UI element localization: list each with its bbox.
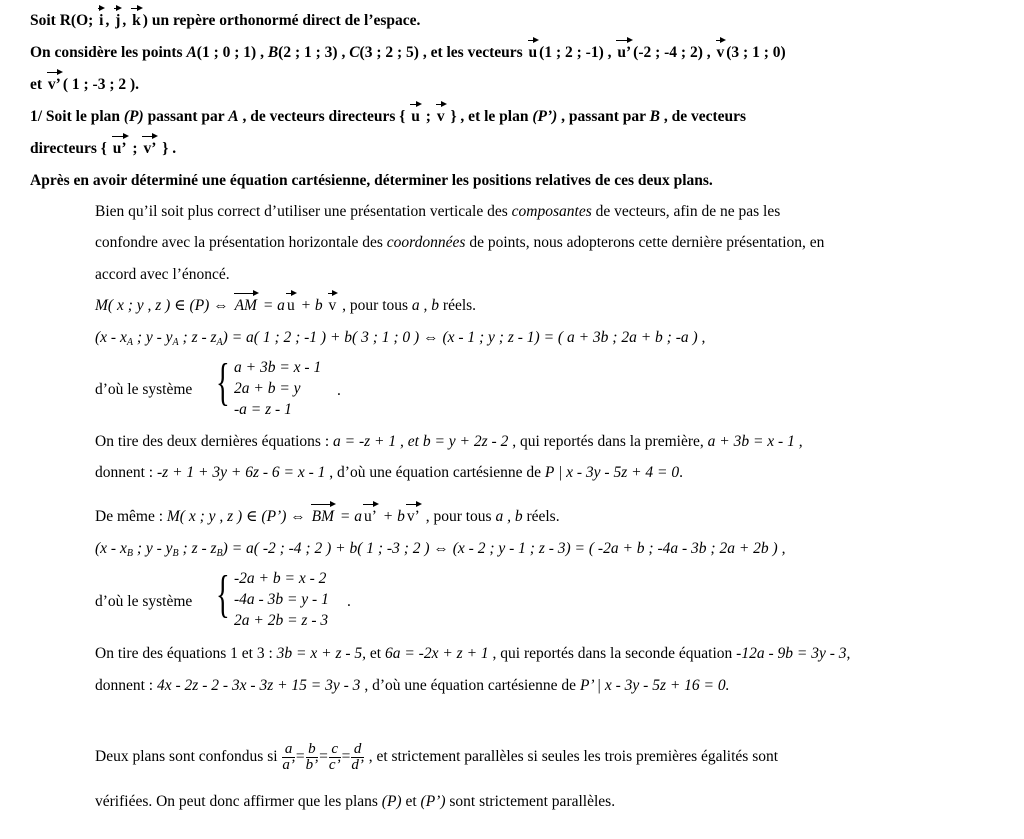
system-1-row-1: a + 3b = x - 1 xyxy=(234,359,322,376)
statement-text: 1/ Soit le plan xyxy=(30,108,121,125)
conclusion-line-2 xyxy=(95,792,615,812)
text: et xyxy=(405,793,417,810)
subscript: A xyxy=(216,337,223,348)
point-a-coords: (1 ; 0 ; 1) , xyxy=(196,44,264,61)
coordinate-equation-p xyxy=(95,328,705,348)
point-a-name: A xyxy=(186,44,197,61)
text: sont strictement parallèles. xyxy=(449,793,616,810)
fraction-d xyxy=(351,742,364,773)
vector-v: v xyxy=(716,44,725,61)
vector-u: u xyxy=(286,297,295,314)
text: réels. xyxy=(442,297,477,314)
statement-text: } , et le plan xyxy=(450,108,529,125)
numerator: c xyxy=(329,742,341,758)
vector-u-prime: u’ xyxy=(364,508,377,525)
statement-text: , de vecteurs xyxy=(663,108,747,125)
equals-sign: = xyxy=(319,748,328,765)
statement-text: On considère les points xyxy=(30,44,183,61)
system-1-row-2: 2a + b = y xyxy=(234,380,301,397)
statement-line-2 xyxy=(30,43,786,63)
derivation-line-p-prime-1 xyxy=(95,644,850,664)
statement-line-1: Soit R(O; i , j , k ) un repère orthonormé direct de l’espace. xyxy=(30,12,421,29)
conclusion-line-1 xyxy=(95,737,778,777)
subscript: B xyxy=(172,548,179,559)
text: réels. xyxy=(526,508,560,525)
vector-i: i xyxy=(99,12,104,29)
subscript: A xyxy=(172,337,179,348)
text: ) = a( -2 ; -4 ; 2 ) + b( 1 ; -3 ; 2 ) ⇔ (x - 2 ; y - 1 ; z - 3) = ( -2a + b ; -4a - 3b ; 2a + 2b ) , xyxy=(222,540,786,557)
question-1-line-1 xyxy=(30,107,746,127)
statement-text: directeurs { xyxy=(30,140,107,157)
math: a = -z + 1 , et xyxy=(333,433,419,450)
text: de points, nous adopterons cette dernière présentation, en xyxy=(469,234,825,251)
left-brace: { xyxy=(216,566,230,623)
text: ) = a( 1 ; 2 ; -1 ) + b( 3 ; 1 ; 0 ) ⇔ (x - 1 ; y ; z - 1) = ( a + 3b ; 2a + b ; -a ) , xyxy=(222,329,706,346)
text: donnent : xyxy=(95,677,154,694)
text: Deux plans sont confondus si xyxy=(95,748,278,765)
cartesian-equation-p-prime: P’ | x - 3y - 5z + 16 = 0. xyxy=(579,677,730,694)
system-1-end: . xyxy=(337,382,341,399)
text: (x - x xyxy=(95,540,127,557)
vector-j: j xyxy=(115,12,121,29)
point-b-coords: (2 ; 1 ; 3) , xyxy=(278,44,346,61)
math: a + 3b = x - 1 , xyxy=(707,433,803,450)
solution-paragraph-line-1 xyxy=(95,202,780,222)
math: 4x - 2z - 2 - 3x - 3z + 15 = 3y - 3 xyxy=(157,677,361,694)
text: confondre avec la présentation horizontale des xyxy=(95,234,383,251)
separator: ; xyxy=(425,108,431,125)
text: (x - x xyxy=(95,329,127,346)
text-italic: composantes xyxy=(511,203,592,220)
statement-text: , passant par xyxy=(561,108,646,125)
membership-condition: M( x ; y , z ) ∈ (P’) ⇔ xyxy=(166,508,306,525)
vector-v-prime: v’ xyxy=(143,140,157,157)
statement-text: et xyxy=(30,76,43,93)
fraction-a xyxy=(282,742,295,773)
numerator: d xyxy=(351,742,364,758)
text: , et strictement parallèles si seules les trois premières égalités sont xyxy=(368,748,779,765)
text: Bien qu’il soit plus correct d’utiliser une présentation verticale des xyxy=(95,203,508,220)
derivation-line-p-1 xyxy=(95,432,803,452)
text: de vecteurs, afin de ne pas les xyxy=(595,203,781,220)
statement-text: } . xyxy=(162,140,177,157)
subscript: B xyxy=(216,548,223,559)
text: donnent : xyxy=(95,464,154,481)
statement-text: passant par xyxy=(147,108,225,125)
vector-u: u xyxy=(411,108,420,125)
question-1-instruction: Après en avoir déterminé une équation cartésienne, déterminer les positions relatives de ces deux plans. xyxy=(30,172,713,189)
vector-k: k xyxy=(132,12,141,29)
text: ; z - z xyxy=(182,540,217,557)
membership-condition: M( x ; y , z ) ∈ (P) ⇔ xyxy=(95,297,229,314)
point-a-name: A xyxy=(228,108,239,125)
equivalence-line-p xyxy=(95,296,476,316)
system-2-row-3: 2a + 2b = z - 3 xyxy=(234,612,329,629)
separator: ; xyxy=(132,140,138,157)
coordinate-equation-p-prime xyxy=(95,539,785,559)
text: + b xyxy=(300,297,323,314)
system-1-row-3: -a = z - 1 xyxy=(234,401,292,418)
text: , qui reportés dans la seconde équation xyxy=(492,645,733,662)
fraction-c xyxy=(329,742,341,773)
vector-u-coords: (1 ; 2 ; -1) , xyxy=(539,44,612,61)
subscript: B xyxy=(126,548,133,559)
plane-p: (P) xyxy=(381,793,402,810)
plane-p-prime: (P’) xyxy=(532,108,558,125)
text: ; z - z xyxy=(182,329,217,346)
question-1-line-2 xyxy=(30,139,176,159)
vector-u-prime: u’ xyxy=(112,140,127,157)
text: et xyxy=(369,645,382,662)
subscript: A xyxy=(126,337,133,348)
denominator: a’ xyxy=(282,756,295,773)
vector-u: u xyxy=(528,44,538,61)
math: -12a - 9b = 3y - 3, xyxy=(736,645,851,662)
equals-sign: = xyxy=(341,748,351,765)
denominator: c’ xyxy=(328,756,341,773)
statement-text: , de vecteurs directeurs { xyxy=(242,108,406,125)
plane-p-prime: (P’) xyxy=(420,793,446,810)
text: ; y - y xyxy=(136,540,173,557)
vector-u-prime: u’ xyxy=(617,44,632,61)
derivation-line-p-prime-2 xyxy=(95,676,730,696)
cartesian-equation-p: P | x - 3y - 5z + 4 = 0 xyxy=(544,464,680,481)
vector-v: v xyxy=(436,108,445,125)
text: On tire des deux dernières équations : xyxy=(95,433,330,450)
system-1-label: d’où le système xyxy=(95,381,193,398)
solution-paragraph-line-3: accord avec l’énoncé. xyxy=(95,266,230,283)
vector-bm: BM xyxy=(311,508,335,525)
vector-am: AM xyxy=(234,297,257,314)
fraction-b xyxy=(306,742,319,773)
equivalence-line-p-prime xyxy=(95,507,560,527)
text: , d’où une équation cartésienne de xyxy=(364,677,577,694)
denominator: d’ xyxy=(351,756,364,773)
system-2-row-2: -4a - 3b = y - 1 xyxy=(234,591,329,608)
vector-v: v xyxy=(328,297,337,314)
point-c-coords: (3 ; 2 ; 5) , et les vecteurs xyxy=(359,44,523,61)
text: De même : xyxy=(95,508,164,525)
point-b-name: B xyxy=(649,108,660,125)
math: 6a = -2x + z + 1 xyxy=(384,645,489,662)
point-c-name: C xyxy=(349,44,360,61)
text: , qui reportés dans la première, xyxy=(512,433,704,450)
math: -z + 1 + 3y + 6z - 6 = x - 1 xyxy=(157,464,326,481)
equals-sign: = xyxy=(295,748,305,765)
text: = a xyxy=(262,297,285,314)
text: , pour tous xyxy=(342,297,409,314)
derivation-line-p-2 xyxy=(95,463,683,483)
statement-line-3 xyxy=(30,75,139,95)
text-italic: coordonnées xyxy=(386,234,466,251)
plane-p: (P) xyxy=(123,108,144,125)
vector-v-prime-coords: ( 1 ; -3 ; 2 ). xyxy=(62,76,140,93)
numerator: b xyxy=(306,742,319,758)
text: , pour tous xyxy=(425,508,492,525)
numerator: a xyxy=(282,742,295,758)
vector-v-coords: (3 ; 1 ; 0) xyxy=(726,44,786,61)
text: ; y - y xyxy=(136,329,173,346)
statement-text: Soit R(O; xyxy=(30,12,94,29)
system-2-end: . xyxy=(347,593,351,610)
vector-v-prime: v’ xyxy=(47,76,61,93)
math: b = y + 2z - 2 xyxy=(422,433,509,450)
left-brace: { xyxy=(216,354,230,411)
solution-paragraph-line-2 xyxy=(95,233,824,253)
point-b-name: B xyxy=(267,44,279,61)
denominator: b’ xyxy=(305,756,319,773)
text: + b xyxy=(382,508,405,525)
text: On tire des équations 1 et 3 : xyxy=(95,645,273,662)
vector-u-prime-coords: (-2 ; -4 ; 2) , xyxy=(633,44,711,61)
text: vérifiées. On peut donc affirmer que les plans xyxy=(95,793,378,810)
math: 3b = x + z - 5, xyxy=(276,645,367,662)
system-2-label: d’où le système xyxy=(95,593,193,610)
statement-text: un repère orthonormé direct de l’espace. xyxy=(151,12,421,29)
text: a , b xyxy=(411,297,440,314)
text: . xyxy=(679,464,684,481)
text: = a xyxy=(339,508,362,525)
text: a , b xyxy=(495,508,523,525)
system-2-row-1: -2a + b = x - 2 xyxy=(234,570,327,587)
vector-v-prime: v’ xyxy=(406,508,420,525)
text: , d’où une équation cartésienne de xyxy=(329,464,542,481)
